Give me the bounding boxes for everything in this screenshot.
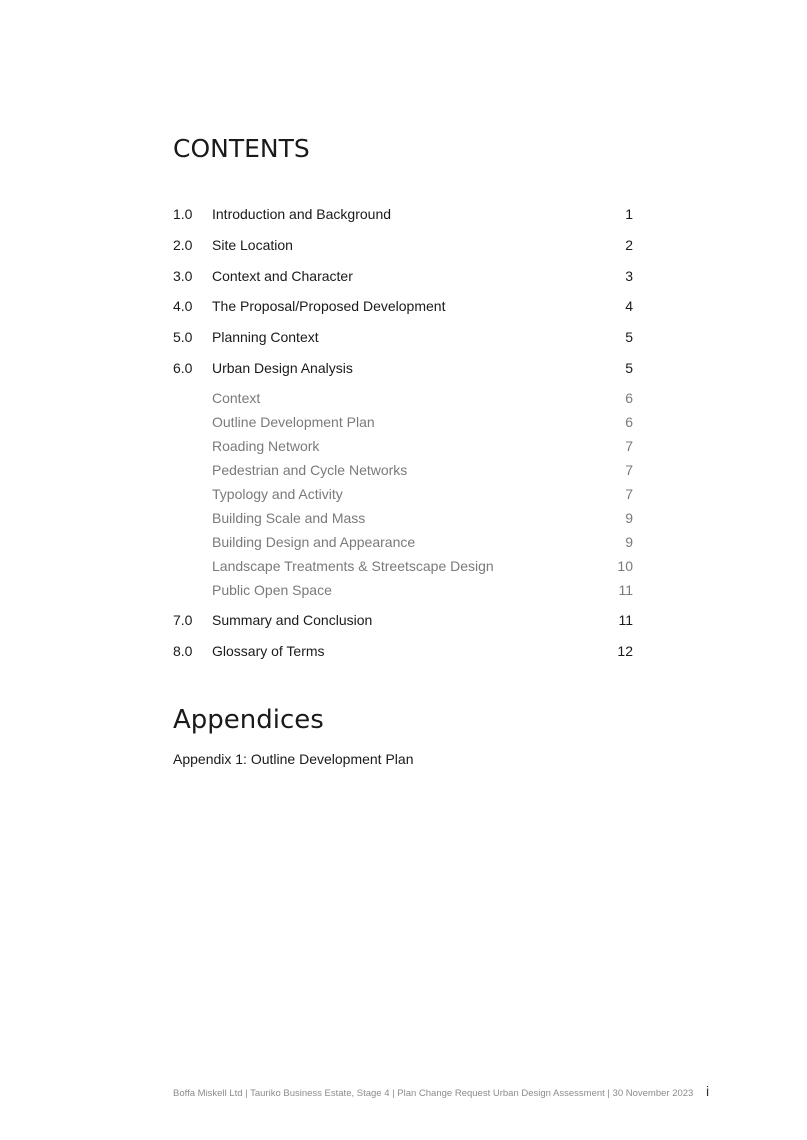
toc-page-number: 3 xyxy=(625,268,633,284)
toc-section-title: The Proposal/Proposed Development xyxy=(212,298,446,314)
toc-subentry[interactable] xyxy=(173,508,633,528)
toc-page-number: 9 xyxy=(625,534,633,550)
toc-page-number: 11 xyxy=(618,582,633,598)
toc-subentry[interactable] xyxy=(173,460,633,480)
toc-subsection-title: Typology and Activity xyxy=(212,486,343,502)
toc-section-title: Glossary of Terms xyxy=(212,643,325,659)
toc-entry[interactable] xyxy=(173,204,633,224)
toc-section-number: 5.0 xyxy=(173,329,193,345)
toc-subentry[interactable] xyxy=(173,484,633,504)
toc-subentry[interactable] xyxy=(173,532,633,552)
toc-subentry[interactable] xyxy=(173,436,633,456)
toc-entry[interactable] xyxy=(173,235,633,255)
toc-section-number: 1.0 xyxy=(173,206,193,222)
toc-entry[interactable] xyxy=(173,641,633,661)
toc-section-number: 7.0 xyxy=(173,612,193,628)
toc-section-number: 4.0 xyxy=(173,298,193,314)
toc-page-number: 5 xyxy=(625,360,633,376)
toc-subentry[interactable] xyxy=(173,556,633,576)
toc-entry[interactable] xyxy=(173,358,633,378)
toc-page-number: 10 xyxy=(617,558,633,574)
page-footer: Boffa Miskell Ltd | Tauriko Business Estate, Stage 4 | Plan Change Request Urban Design Assessment | 30 November 2023 xyxy=(173,1088,694,1099)
toc-page-number: 5 xyxy=(625,329,633,345)
toc-page-number: 7 xyxy=(625,462,633,478)
contents-heading: CONTENTS xyxy=(173,134,310,163)
toc-page-number: 9 xyxy=(625,510,633,526)
toc-section-number: 2.0 xyxy=(173,237,193,253)
appendix-entry[interactable]: Appendix 1: Outline Development Plan xyxy=(173,751,414,767)
toc-entry[interactable] xyxy=(173,266,633,286)
toc-section-title: Site Location xyxy=(212,237,293,253)
toc-section-title: Introduction and Background xyxy=(212,206,392,222)
toc-entry[interactable] xyxy=(173,327,633,347)
toc-page-number: 12 xyxy=(617,643,633,659)
toc-page-number: 4 xyxy=(625,298,633,314)
toc-page-number: 11 xyxy=(618,612,633,628)
toc-subentry[interactable] xyxy=(173,412,633,432)
toc-page-number: 1 xyxy=(625,206,633,222)
toc-subsection-title: Landscape Treatments & Streetscape Design xyxy=(212,558,494,574)
toc-subentry[interactable] xyxy=(173,580,633,600)
toc-page-number: 7 xyxy=(625,486,633,502)
toc-subsection-title: Building Design and Appearance xyxy=(212,534,416,550)
toc-section-number: 8.0 xyxy=(173,643,193,659)
toc-section-title: Urban Design Analysis xyxy=(212,360,353,376)
page-number: i xyxy=(706,1083,710,1099)
toc-subsection-title: Pedestrian and Cycle Networks xyxy=(212,462,408,478)
toc-entry[interactable] xyxy=(173,610,633,630)
toc-section-title: Planning Context xyxy=(212,329,319,345)
toc-subentry[interactable] xyxy=(173,388,633,408)
toc-subsection-title: Context xyxy=(212,390,261,406)
toc-section-number: 3.0 xyxy=(173,268,193,284)
toc-entry[interactable] xyxy=(173,296,633,316)
toc-subsection-title: Building Scale and Mass xyxy=(212,510,366,526)
toc-section-title: Context and Character xyxy=(212,268,353,284)
toc-subsection-title: Roading Network xyxy=(212,438,320,454)
toc-page-number: 6 xyxy=(625,390,633,406)
appendices-heading: Appendices xyxy=(173,705,324,735)
toc-subsection-title: Outline Development Plan xyxy=(212,414,375,430)
toc-section-number: 6.0 xyxy=(173,360,193,376)
toc-page-number: 2 xyxy=(625,237,633,253)
toc-subsection-title: Public Open Space xyxy=(212,582,332,598)
toc-page-number: 6 xyxy=(625,414,633,430)
toc-section-title: Summary and Conclusion xyxy=(212,612,373,628)
toc-page-number: 7 xyxy=(625,438,633,454)
